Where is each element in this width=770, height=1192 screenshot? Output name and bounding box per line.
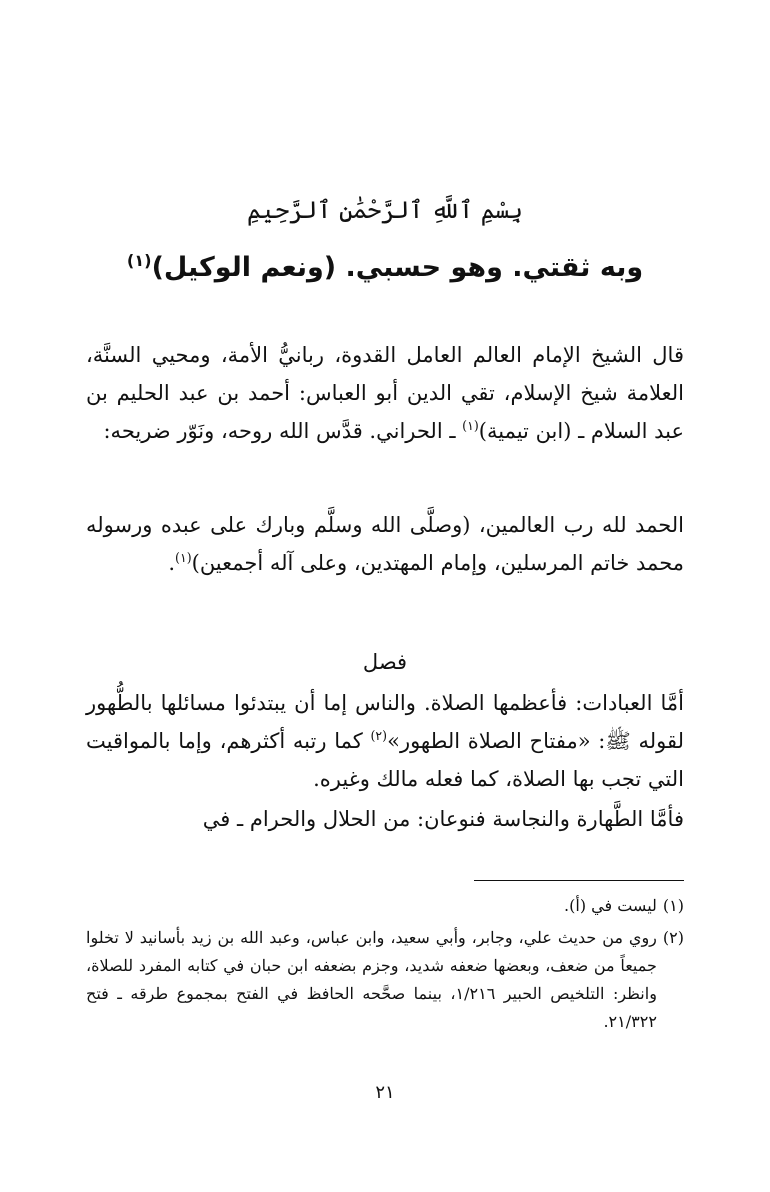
purity-paragraph	[86, 800, 684, 838]
footnote-text: ليست في (أ).	[564, 896, 657, 915]
footnote-number: (٢)	[662, 928, 684, 947]
intro-paragraph	[86, 336, 684, 450]
intro-footnote-mark: (١)	[462, 418, 479, 433]
purity-paragraph-text: فأمَّا الطَّهارة والنجاسة فنوعان: من الحلال والحرام ـ في	[202, 807, 684, 831]
worship-paragraph-part2: كما رتبه أكثرهم، وإما بالمواقيت التي تجب بها الصلاة، كما فعله مالك وغيره.	[86, 729, 684, 791]
heading-footnote-mark: (١)	[126, 251, 152, 270]
heading-text: وبه ثقتي. وهو حسبي. (ونعم الوكيل)	[151, 252, 644, 283]
praise-paragraph	[86, 506, 684, 582]
footnotes	[86, 892, 684, 1040]
basmala: بِسْمِ ٱللَّهِ ٱلرَّحْمَٰنِ ٱلرَّحِيمِ	[246, 196, 523, 224]
intro-paragraph-part1: قال الشيخ الإمام العالم العامل القدوة، ربانيُّ الأمة، ومحيي السنَّة، العلامة شيخ الإسلام، تقي الدين أبو العباس: أحمد بن عبد الحليم بن عبد السلام ـ (ابن تيمية)	[86, 343, 684, 443]
intro-paragraph-part2: ـ الحراني. قدَّس الله روحه، ونَوّر ضريحه:	[103, 419, 463, 443]
footnote-number: (١)	[662, 896, 684, 915]
footnote-text: روي من حديث علي، وجابر، وأبي سعيد، وابن عباس، وعبد الله بن زيد بأسانيد لا تخلوا جميعاً من ضعف، وبعضها ضعفه شديد، وجزم بضعفه ابن حبان في كتابه المفرد للصلاة، وانظر: التلخيص الحبير ١/٢١٦، بينما صحَّحه الحافظ في الفتح بمجموع طرقه ـ فتح ٢١/٣٢٢.	[86, 928, 657, 1031]
page-number: ٢١	[375, 1082, 395, 1103]
footnote-1	[86, 892, 684, 920]
praise-paragraph-text: الحمد لله رب العالمين، (وصلَّى الله وسلَّم وبارك على عبده ورسوله محمد خاتم المرسلين، وإمام المهتدين، وعلى آله أجمعين)	[86, 513, 685, 575]
footnote-2	[86, 924, 684, 1036]
praise-paragraph-end: .	[168, 551, 176, 575]
worship-paragraph	[86, 684, 684, 798]
worship-paragraph-part1: أمَّا العبادات: فأعظمها الصلاة. والناس إما أن يبتدئوا مسائلها بالطُّهور لقوله ﷺ: «مفتاح الصلاة الطهور»	[86, 691, 684, 753]
praise-footnote-mark: (١)	[175, 550, 192, 565]
page-heading	[0, 252, 770, 283]
section-title: فصل	[362, 650, 408, 674]
worship-footnote-mark: (٢)	[370, 728, 388, 743]
footnote-divider	[474, 880, 684, 881]
